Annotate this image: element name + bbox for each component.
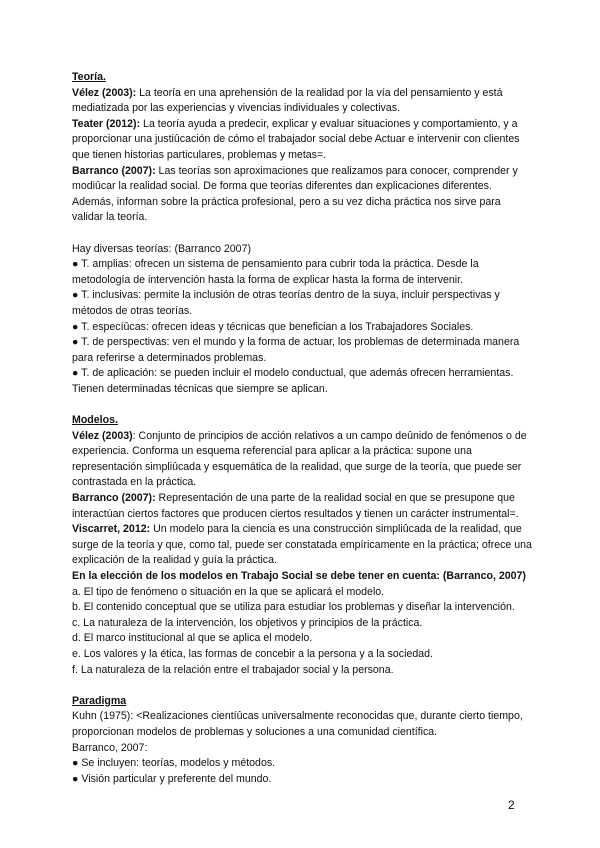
list-item: ● Se incluyen: teorías, modelos y métodos. xyxy=(72,757,276,770)
list-item: b. El contenido conceptual que se utiliza para estudiar los problemas y diseñar la intervención. xyxy=(72,601,515,614)
section-heading-modelos: Modelos. xyxy=(72,414,118,427)
paragraph-text: La teoría ayuda a predecir, explicar y evaluar situaciones y comportamiento, y a proporcionar una justiûcación de cómo el trabajador social debe Actuar e intervenir con clientes que tienen historias particulares, problemas y metas=. xyxy=(72,117,520,161)
paragraph-velez-2003 xyxy=(72,429,532,491)
page-number: 2 xyxy=(508,798,515,812)
citation: Vélez (2003): xyxy=(72,86,137,99)
paragraph-eleccion-modelos xyxy=(72,569,532,600)
citation: Viscarret, 2012: xyxy=(72,523,151,536)
teorias-intro: Hay diversas teorías: (Barranco 2007) xyxy=(72,242,251,255)
document-body xyxy=(72,70,532,787)
paragraph-velez-2003 xyxy=(72,86,532,117)
citation: Barranco (2007): xyxy=(72,164,156,177)
paragraph-teater-2012 xyxy=(72,117,532,164)
citation: Barranco (2007): xyxy=(72,492,156,505)
list-item: c. La naturaleza de la intervención, los objetivos y principios de la práctica. xyxy=(72,616,423,629)
paragraph-text: Las teorías son aproximaciones que realizamos para conocer, comprender y modiûcar la realidad social. De forma que teorías diferentes dan explicaciones diferentes. Además, informan sobre la práctica profesional, pero a su vez dicha práctica nos sirve para validar la teoría. xyxy=(72,164,518,224)
paragraph-barranco-2007: Barranco, 2007: xyxy=(72,741,148,754)
list-item: ● Visión particular y preferente del mundo. xyxy=(72,772,272,785)
list-item: f. La naturaleza de la relación entre el trabajador social y la persona. xyxy=(72,663,394,676)
citation: En la elección de los modelos en Trabajo Social se debe tener en cuenta: (Barranco, 2007) xyxy=(72,570,526,582)
list-item: ● T. especíûcas: ofrecen ideas y técnicas que benefician a los Trabajadores Sociales. xyxy=(72,320,474,333)
paragraph-text: Representación de una parte de la realidad social en que se presupone que interactúan ciertos factores que producen ciertos resultados y tienen un carácter instrumental=. xyxy=(72,492,519,520)
list-item: d. El marco institucional al que se aplica el modelo. xyxy=(72,632,313,645)
paragraph-barranco-2007 xyxy=(72,491,532,522)
paragraph-text: Un modelo para la ciencia es una construcción simpliûcada de la realidad, que surge de la teoría y que, como tal, puede ser constatada empíricamente en la práctica; ofrece una explicación de la realidad y guía la práctica. xyxy=(72,523,532,567)
paragraph-text: La teoría en una aprehensión de la realidad por la vía del pensamiento y está mediatizada por las experiencias y vivencias individuales y colectivas. xyxy=(72,86,503,115)
spacer xyxy=(72,226,532,242)
list-item: ● T. amplias: ofrecen un sistema de pensamiento para cubrir toda la práctica. Desde la metodología de intervención hasta la forma de explicar hasta la forma de intervenir. xyxy=(72,258,479,286)
list-item: ● T. de aplicación: se pueden incluir el modelo conductual, que además ofrecen herramientas. Tienen determinadas técnicas que siempre se aplican. xyxy=(72,367,514,395)
list-item: ● T. inclusivas: permite la inclusión de otras teorías dentro de la suya, incluir perspectivas y métodos de otras teorías. xyxy=(72,289,500,317)
paragraph-barranco-2007 xyxy=(72,164,532,226)
paragraph-text: a. El tipo de fenómeno o situación en la que se aplicará el modelo. xyxy=(72,585,385,598)
section-heading-teoria: Teoría. xyxy=(72,71,106,83)
list-item: ● T. de perspectivas: ven el mundo y la forma de actuar, los problemas de determinada manera para referirse a determinados problemas. xyxy=(72,336,520,364)
paragraph-kuhn-1975: Kuhn (1975): <Realizaciones cientíûcas universalmente reconocidas que, durante cierto tiempo, proporcionan modelos de problemas y soluciones a una comunidad científica. xyxy=(72,710,523,738)
list-item: e. Los valores y la ética, las formas de concebir a la persona y a la sociedad. xyxy=(72,647,433,660)
spacer xyxy=(72,678,532,694)
citation: Teater (2012): xyxy=(72,117,141,130)
section-heading-paradigma: Paradigma xyxy=(72,694,127,707)
citation: Vélez (2003) xyxy=(72,429,133,442)
spacer xyxy=(72,397,532,413)
paragraph-text: : Conjunto de principios de acción relativos a un campo deûnido de fenómenos o de experiencia. Conforma un esquema referencial para aplicar a la práctica: supone una representación simpliûcada y esquemática de la realidad, que surge de la teoría, que puede ser contrastada en la práctica. xyxy=(72,429,527,489)
paragraph-viscarret-2012 xyxy=(72,522,532,569)
